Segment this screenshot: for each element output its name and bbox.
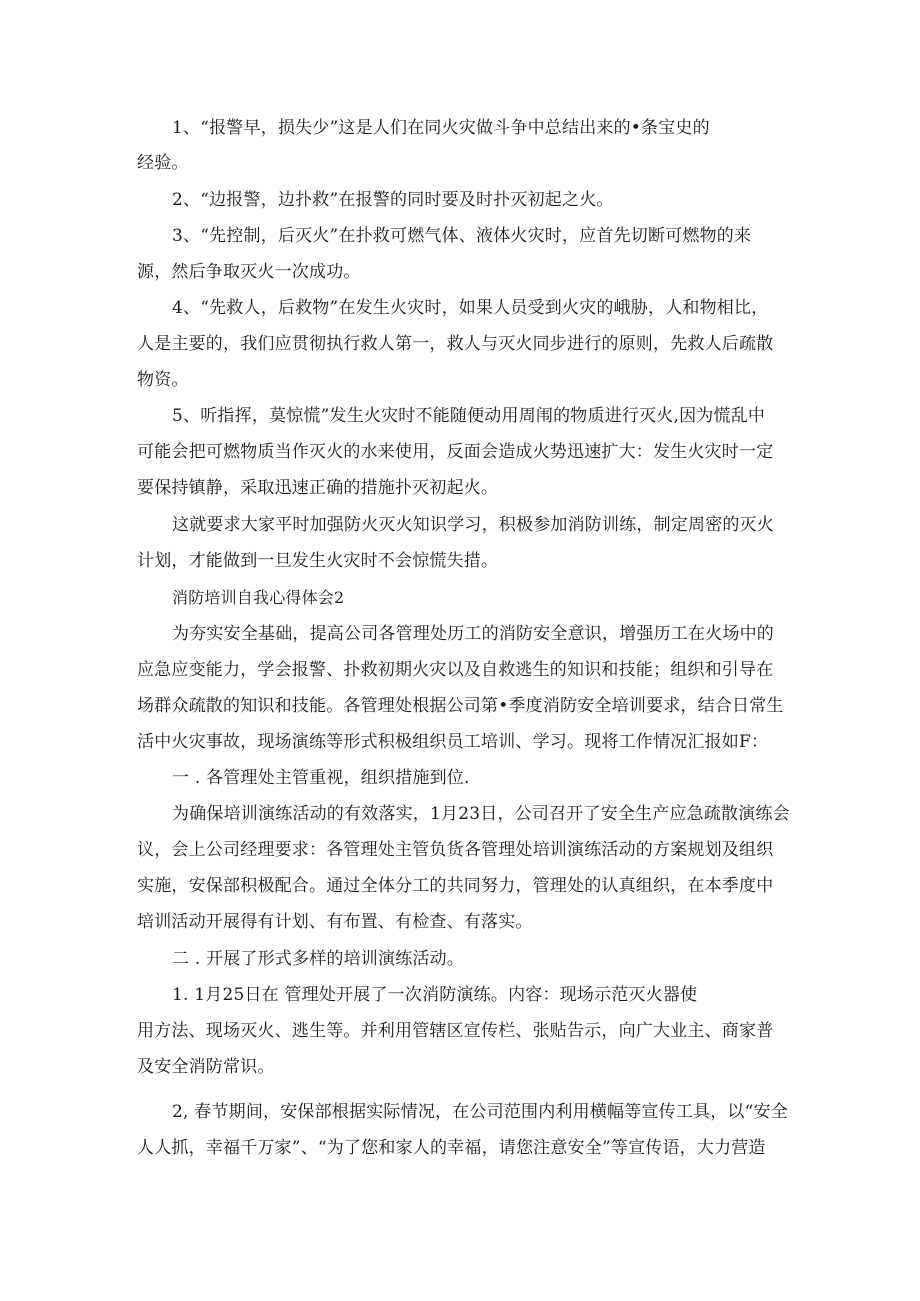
text-line: 人人抓，幸福千万家”、“为了您和家人的幸福，请您注意安全”等宣传语，大力营造 xyxy=(137,1138,766,1158)
text-line: 物资。 xyxy=(137,370,189,390)
text-line: 人是主要的，我们应贯彻执行救人第一，救人与灭火同步进行的原则，先救人后疏散 xyxy=(137,334,774,354)
text-line: 为夯实安全基础，提高公司各管理处历工的消防安全意识，增强历工在火场中的 xyxy=(172,624,774,644)
text-line: 这就要求大家平时加强防火灭火知识学习，积极参加消防训练，制定周密的灭火 xyxy=(172,515,774,535)
text-line: 活中火灾事故，现场演练等形式积极组织员工培训、学习。现将工作情况汇报如F： xyxy=(137,732,769,752)
text-line: 经验。 xyxy=(137,153,189,173)
text-line: 一 . 各管理处主管重视，组织措施到位. xyxy=(172,768,470,788)
text-line: 4、“先救人，后救物”在发生火灾时，如果人员受到火灾的峨胁，人和物相比， xyxy=(172,298,769,318)
text-line: 培训活动开展得有计划、有布置、有检查、有落实。 xyxy=(137,912,533,932)
text-line: 议，会上公司经理要求：各管理处主管负货各管理处培训演练活动的方案规划及组织 xyxy=(137,840,774,860)
section-heading: 消防培训自我心得体会2 xyxy=(172,588,345,607)
text-line: 1. 1月25日在 管理处开展了一次消防演练。内容：现场示范灭火器使 xyxy=(172,985,698,1005)
text-line: 计划，才能做到一旦发生火灾时不会惊慌失措。 xyxy=(137,551,499,571)
text-line: 2、“边报警，边扑救”在报警的同时要及时扑灭初起之火。 xyxy=(172,190,614,210)
text-line: 应急应变能力，学会报警、扑救初期火灾以及自救逃生的知识和技能；组织和引导在 xyxy=(137,660,774,680)
text-line: 3、“先控制，后灭火”在扑救可燃气体、液体火灾时，应首先切断可燃物的来 xyxy=(172,226,752,246)
text-line: 5、听指挥，莫惊慌”发生火灾时不能随便动用周闱的物质进行灭火,因为慌乱中 xyxy=(172,406,766,426)
text-line: 1、“报警早，损失少”这是人们在同火灾做斗争中总结出来的•条宝史的 xyxy=(172,118,710,138)
text-line: 2, 春节期间，安保部根据实际情况，在公司范围内利用横幅等宣传工具，以“安全 xyxy=(172,1102,788,1122)
text-line: 可能会把可燃物质当作灭火的水来使用，反面会造成火势迅速扩大：发生火灾时一定 xyxy=(137,442,774,462)
text-line: 场群众疏散的知识和技能。各管理处根据公司第•季度消防安全培训要求，结合日常生 xyxy=(137,696,784,716)
text-line: 及安全消防常识。 xyxy=(137,1057,275,1077)
text-line: 源，然后争取灭火一次成功。 xyxy=(137,262,361,282)
text-line: 要保持镇静，采取迅速正确的措施扑灭初起火。 xyxy=(137,478,499,498)
text-line: 实施，安保部积极配合。通过全体分工的共同努力，管理处的认真组织，在本季度中 xyxy=(137,876,774,896)
text-line: 为确保培训演练活动的有效落实，1月23日，公司召开了安全生产应急疏散演练会 xyxy=(172,804,790,824)
text-line: 用方法、现场灭火、逃生等。并利用管辖区宣传栏、张贴告示，向广大业主、商家普 xyxy=(137,1021,774,1041)
text-line: 二 . 开展了形式多样的培训演练活动。 xyxy=(172,949,465,969)
